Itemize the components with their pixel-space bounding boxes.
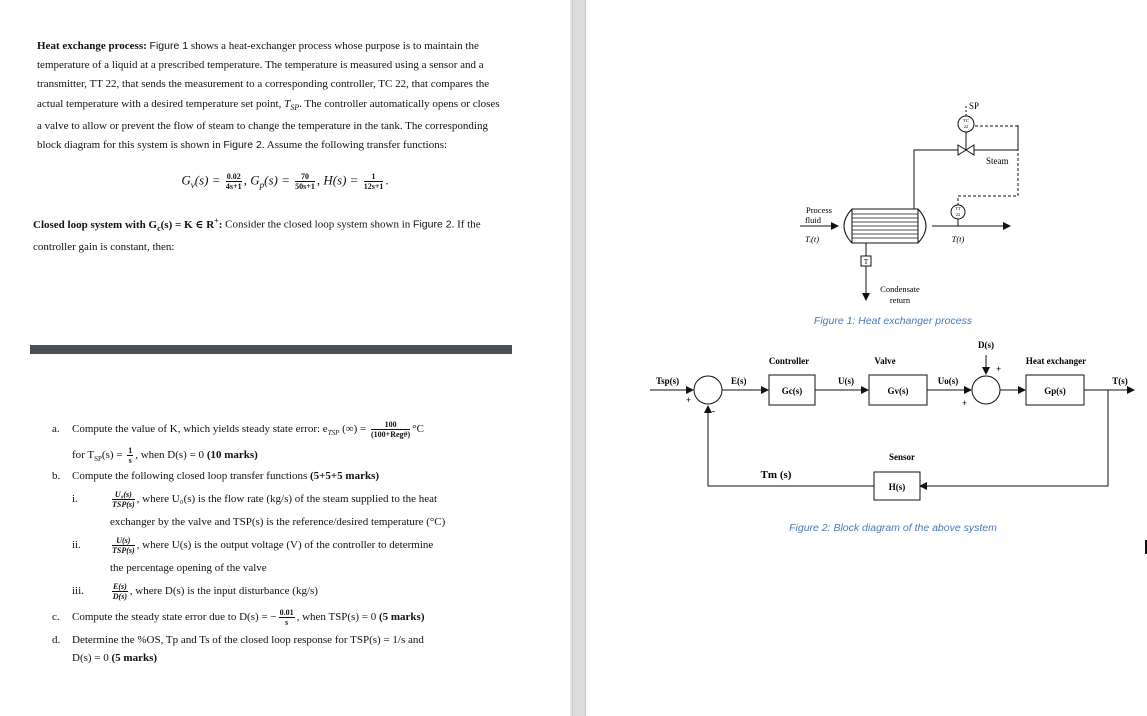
control-signal-label: U(s): [838, 376, 854, 386]
sum1-plus: +: [686, 395, 692, 405]
condensate-label-1: Condensate: [880, 284, 920, 294]
question-a-subscript: TSP: [327, 429, 340, 438]
error-signal-label: E(s): [731, 376, 747, 386]
h-block-label: H(s): [888, 482, 906, 492]
inlet-temperature-label: Tᵢ(t): [804, 234, 820, 244]
process-fluid-label-1: Process: [806, 205, 832, 215]
closed-loop-text-1: Consider the closed loop system shown in: [222, 218, 414, 231]
question-a-label: a.: [52, 423, 60, 436]
question-a-cont-denominator: s: [128, 456, 132, 465]
tt-number: 22: [955, 212, 961, 217]
figure2-ref: Figure 2: [223, 139, 262, 152]
question-d-text: Determine the %OS, Tp and Ts of the closed loop response for TSP(s) = 1/s and: [72, 634, 424, 646]
question-b-i-numerator: U₀(s): [112, 490, 135, 500]
question-c-marks: (5 marks): [378, 611, 425, 624]
question-b-text: Compute the following closed loop transfer functions: [72, 470, 310, 482]
question-c-text-2: , when TSP(s) = 0: [296, 611, 379, 624]
question-b-label: b.: [52, 470, 61, 482]
question-c-denominator: s: [285, 618, 289, 627]
closed-loop-heading-text-2: (s) = K ∈ R: [160, 218, 215, 231]
question-d-cont-text: D(s) = 0: [72, 652, 112, 664]
output-label: T(s): [1112, 376, 1128, 386]
figure1-caption: Figure 1: Heat exchanger process: [813, 315, 973, 327]
gv-subscript: v: [190, 180, 195, 191]
question-a-text-2: (∞) =: [339, 423, 367, 436]
summing-junction-1: [694, 376, 722, 404]
sensor-label: Sensor: [888, 452, 916, 462]
gc-block-label: Gc(s): [781, 386, 803, 396]
tc-label: TC: [963, 118, 969, 123]
outlet-temperature-label: T(t): [951, 234, 965, 244]
question-c-label: c.: [52, 611, 60, 624]
question-a-text: Compute the value of K, which yields steady state error: e: [72, 423, 328, 436]
question-a-unit: °C: [412, 423, 424, 436]
question-a-cont-text: for T: [72, 449, 95, 462]
question-b-iii-text: , where D(s) is the input disturbance (kg/s): [129, 585, 318, 598]
gp-denominator: 50s+1: [295, 182, 315, 191]
question-a-cont-text-3: , when D(s) = 0: [135, 449, 207, 462]
h-symbol: H(s) =: [323, 172, 359, 188]
gv-arg: (s) =: [194, 172, 221, 188]
figure1-ref: Figure 1: [149, 40, 189, 52]
question-b-ii-denominator: TSP(s): [112, 546, 135, 555]
sum1-minus: -: [712, 406, 715, 416]
gp-subscript: p: [259, 180, 265, 191]
question-b-i-label: i.: [72, 493, 78, 506]
question-b-iii-label: iii.: [72, 585, 84, 598]
question-b-i-continuation: exchanger by the valve and TSP(s) is the reference/desired temperature (°C): [110, 516, 446, 528]
tsp-subscript: SP: [290, 102, 300, 112]
process-fluid-label-2: fluid: [804, 215, 822, 225]
question-b-iii-denominator: D(s): [112, 592, 127, 601]
valve-label: Valve: [874, 356, 896, 366]
gv-denominator: 4s+1: [225, 182, 242, 191]
question-a-marks: (10 marks): [206, 449, 258, 462]
problem-title: Heat exchange process:: [37, 40, 147, 52]
question-b-ii-continuation: the percentage opening of the valve: [110, 562, 267, 574]
figure2-caption: Figure 2: Block diagram of the above system: [789, 522, 997, 534]
gp-numerator: 70: [295, 172, 315, 182]
closed-loop-figure2-ref: Figure 2: [413, 218, 452, 231]
sp-label: SP: [969, 101, 980, 111]
tc-number: 22: [963, 124, 969, 129]
question-b-i-denominator: TSP(s): [112, 500, 135, 509]
steam-label: Steam: [986, 156, 1009, 166]
valve-output-label: Uo(s): [937, 376, 959, 386]
question-b-i-text: , where U₀(s) is the flow rate (kg/s) of the steam supplied to the heat: [136, 493, 438, 506]
h-numerator: 1: [364, 172, 384, 182]
question-a-cont-text-2: (s) =: [101, 449, 123, 462]
sum2-plus-top: +: [996, 364, 1002, 374]
gp-symbol: G: [250, 172, 260, 188]
closed-loop-colon: :: [218, 218, 223, 231]
question-b-ii-numerator: U(s): [112, 536, 135, 546]
trap-label: T: [863, 258, 869, 266]
h-denominator: 12s+1: [363, 182, 384, 191]
question-a-cont-sub: SP: [94, 455, 102, 464]
gc-subscript: c: [157, 223, 161, 233]
question-a-cont-numerator: 1: [128, 446, 133, 455]
disturbance-label: D(s): [978, 340, 994, 350]
sum2-plus-left: +: [962, 398, 968, 408]
question-a-numerator: 100: [371, 420, 410, 430]
gv-symbol: G: [181, 172, 191, 188]
heat-exchanger-tubes: [852, 214, 918, 238]
tt-label: TT: [955, 206, 961, 211]
question-b-marks: (5+5+5 marks): [309, 470, 380, 482]
gv-numerator: 0.02: [226, 172, 241, 181]
question-d-marks: (5 marks): [111, 652, 158, 664]
summing-junction-2: [972, 376, 1000, 404]
question-c-text: Compute the steady state error due to D(s) = −: [72, 611, 277, 624]
tt-to-tc-signal: [958, 126, 1018, 206]
intro-text-2: . The controller automatically opens or closes a valve to allow or prevent the flow of steam to change the temperature in the tank. The corresponding block diagram for this system is shown in: [37, 97, 500, 152]
question-c-numerator: 0.01: [279, 608, 294, 617]
gp-arg: (s) =: [264, 172, 290, 188]
transfer-functions: $G_v(s)$ = $\frac{0.02}{4s+1}$ , $G_p(s)$ = $\frac{70}{50s+1}$ , H(s) = $\frac{1}{12s+1}$ .: [181, 172, 389, 191]
controller-label: Controller: [768, 356, 810, 366]
closed-loop-heading-text: Closed loop system with G: [33, 218, 158, 231]
tsp-input-label: Tsp(s): [656, 376, 680, 386]
question-b-iii-numerator: E(s): [113, 582, 127, 591]
tsp-symbol: T: [284, 97, 291, 110]
intro-text-3: . Assume the following transfer functions:: [261, 139, 448, 152]
rplus-superscript: +: [214, 216, 219, 225]
question-d-label: d.: [52, 634, 61, 646]
intro-text-1: shows a heat-exchanger process whose purpose is to maintain the temperature of a liquid at a prescribed temperature. The temperature is measured using a sensor and a transmitter, TT 22, that sends the measurement to a corresponding controller, TC 22, that compares the actual temperature with a desired temperature set point,: [37, 40, 490, 110]
heat-exchanger-label: Heat exchanger: [1025, 356, 1087, 366]
question-b-ii-label: ii.: [72, 539, 81, 552]
gp-block-label: Gp(s): [1044, 386, 1066, 396]
closed-loop-text-2: . If the controller gain is constant, then:: [33, 218, 481, 254]
gv-block-label: Gv(s): [887, 386, 909, 396]
question-a-denominator: (100+Reg#): [370, 430, 411, 439]
figure2-block-diagram: [650, 340, 1134, 534]
condensate-label-2: return: [889, 295, 911, 305]
figure1-heat-exchanger-diagram: [800, 101, 1018, 327]
measured-temperature-label: Tm (s): [760, 469, 792, 481]
question-b-ii-text: , where U(s) is the output voltage (V) of the controller to determine: [136, 539, 434, 552]
